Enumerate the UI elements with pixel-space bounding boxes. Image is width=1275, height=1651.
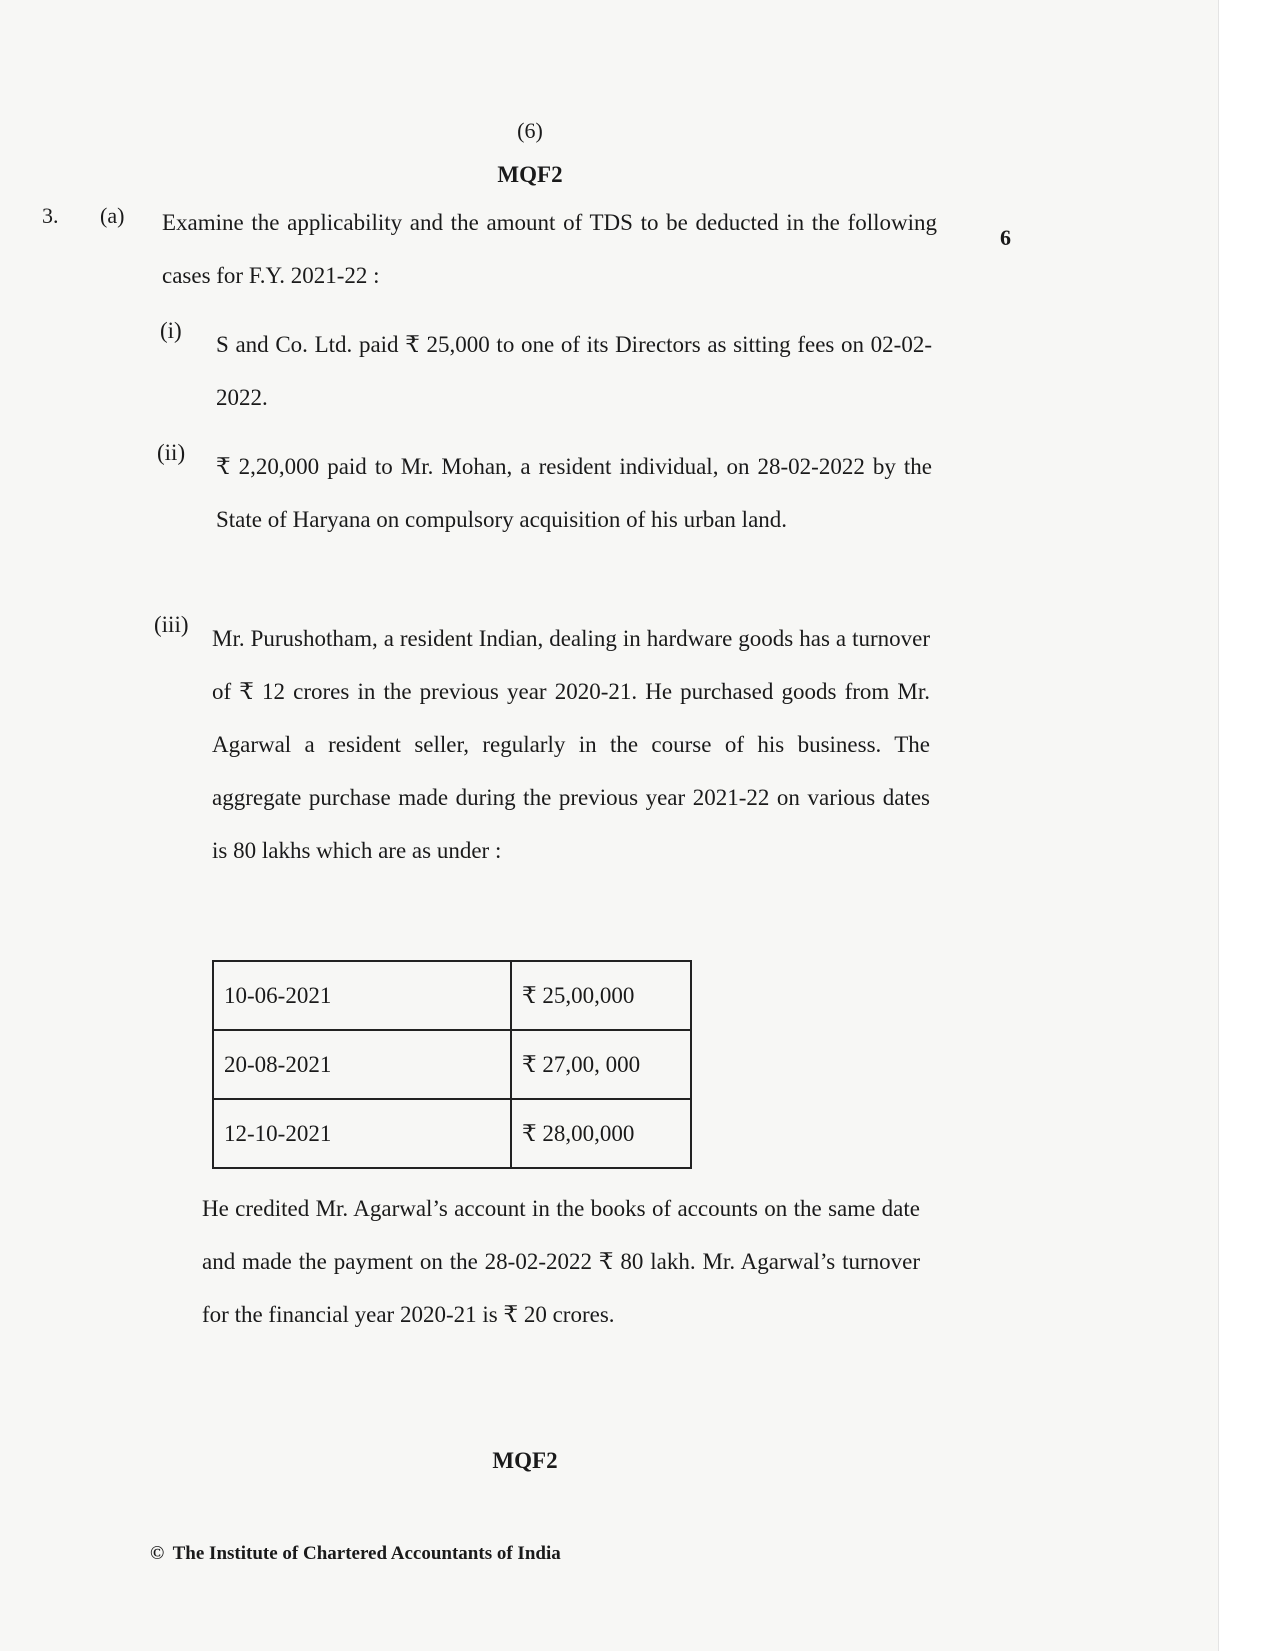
purchase-amount: ₹ 25,00,000 [511, 961, 691, 1030]
purchase-amount: ₹ 27,00, 000 [511, 1030, 691, 1099]
copyright-line [150, 1543, 561, 1565]
item-text: S and Co. Ltd. paid ₹ 25,000 to one of its Directors as sitting fees on 02-02-2022. [216, 332, 932, 410]
purchase-date: 10-06-2021 [213, 961, 511, 1030]
copyright-text: The Institute of Chartered Accountants of India [172, 1543, 561, 1564]
marks: 6 [1000, 225, 1011, 250]
page-number: (6) [517, 118, 543, 143]
purchase-date: 20-08-2021 [213, 1030, 511, 1099]
paper-code-header: MQF2 [497, 162, 563, 187]
item-label: (iii) [154, 612, 189, 637]
question-number: 3. [42, 203, 59, 228]
after-table-text: He credited Mr. Agarwal’s account in the books of accounts on the same date and made the payment on the 28-02-2022 ₹ 80 lakh. Mr. Agarwal’s turnover for the financial year 2020-21 is ₹ 20 crores. [202, 1196, 920, 1327]
copyright-symbol: © [150, 1543, 165, 1564]
question-part: (a) [100, 203, 125, 228]
table-row [213, 961, 691, 1030]
item-label: (ii) [157, 440, 186, 465]
table-row [213, 1099, 691, 1168]
purchase-amount: ₹ 28,00,000 [511, 1099, 691, 1168]
purchase-date: 12-10-2021 [213, 1099, 511, 1168]
item-text: ₹ 2,20,000 paid to Mr. Mohan, a resident individual, on 28-02-2022 by the State of Haryana on compulsory acquisition of his urban land. [216, 454, 932, 532]
item-label: (i) [160, 318, 182, 343]
table-row [213, 1030, 691, 1099]
paper-code-footer: MQF2 [492, 1448, 558, 1473]
purchases-table [212, 960, 692, 1169]
item-text: Mr. Purushotham, a resident Indian, dealing in hardware goods has a turnover of ₹ 12 crores in the previous year 2020-21. He purchased goods from Mr. Agarwal a resident seller, regularly in the course of his business. The aggregate purchase made during the previous year 2021-22 on various dates is 80 lakhs which are as under : [212, 626, 930, 863]
question-lead: Examine the applicability and the amount of TDS to be deducted in the following cases for F.Y. 2021-22 : [162, 210, 937, 288]
